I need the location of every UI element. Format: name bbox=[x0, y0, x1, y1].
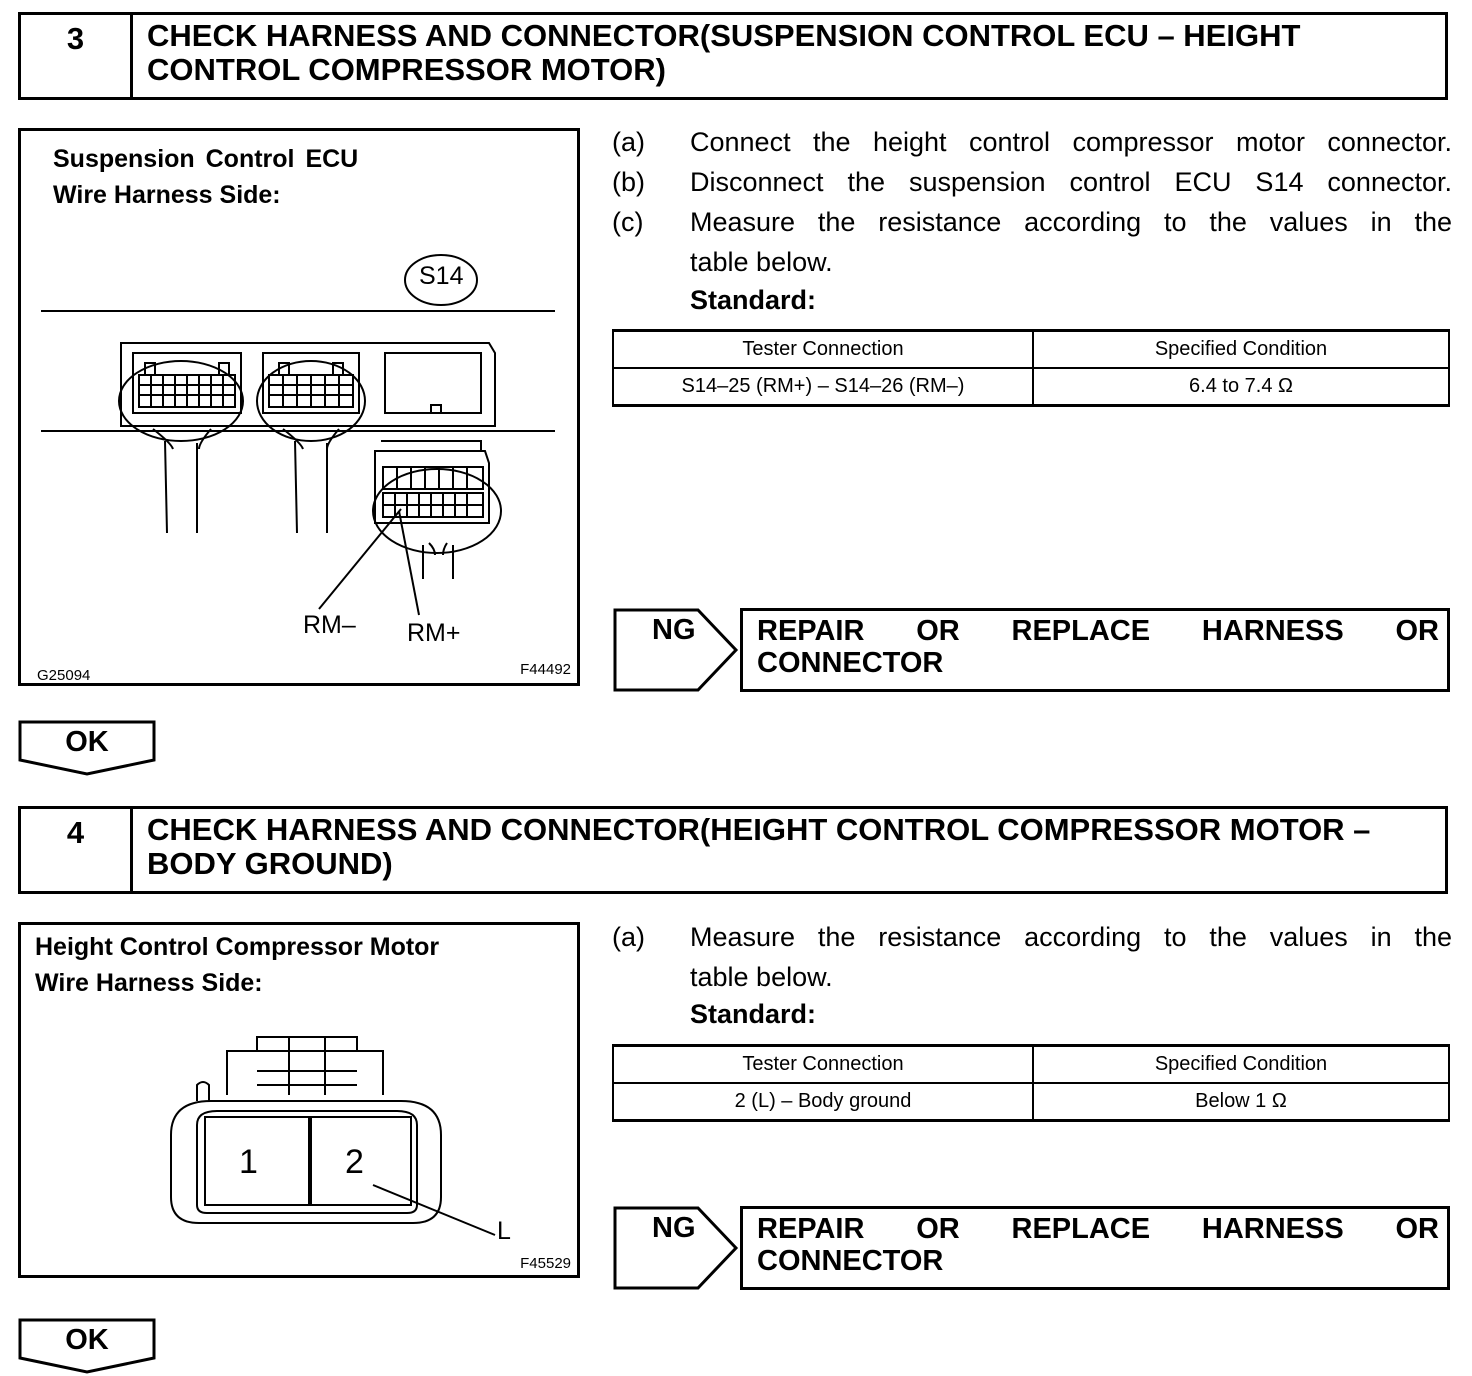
ng-action-box bbox=[740, 608, 1450, 692]
pin-1-label: 1 bbox=[239, 1143, 258, 1181]
ecu-connector-drawing bbox=[21, 131, 577, 683]
instruction-letter: (a) bbox=[612, 127, 645, 157]
ng-action-box bbox=[740, 1206, 1450, 1290]
table-cell: Below 1 Ω bbox=[1033, 1083, 1449, 1121]
step-title: CHECK HARNESS AND CONNECTOR(HEIGHT CONTROL COMPRESSOR MOTOR – BODY GROUND) bbox=[147, 812, 1371, 881]
table-header: Tester Connection bbox=[613, 331, 1033, 369]
step-3-instructions bbox=[612, 122, 1452, 302]
ng-result bbox=[612, 1206, 1452, 1290]
callout-rm-plus: RM+ bbox=[407, 619, 461, 647]
motor-connector-figure bbox=[18, 922, 580, 1278]
pin-2-label: 2 bbox=[345, 1143, 364, 1181]
figure-label-line2: Wire Harness Side: bbox=[35, 969, 263, 997]
table-header: Tester Connection bbox=[613, 1046, 1033, 1084]
instruction-text: Disconnect the suspension control ECU S14 connector. bbox=[690, 167, 1452, 197]
table-header: Specified Condition bbox=[1033, 331, 1449, 369]
callout-rm-minus: RM– bbox=[303, 611, 356, 639]
instruction-letter: (c) bbox=[612, 207, 644, 237]
step-number: 3 bbox=[21, 15, 133, 97]
ok-result bbox=[18, 1318, 156, 1374]
instruction-letter: (a) bbox=[612, 922, 645, 952]
step-4-instructions bbox=[612, 917, 1452, 997]
step-3-header bbox=[18, 12, 1448, 100]
figure-code-right: F45529 bbox=[520, 1255, 571, 1272]
figure-code-left: G25094 bbox=[37, 667, 91, 684]
step-title: CHECK HARNESS AND CONNECTOR(SUSPENSION CONTROL ECU – HEIGHT CONTROL COMPRESSOR MOTOR) bbox=[147, 18, 1301, 87]
spec-table bbox=[612, 1044, 1450, 1122]
instruction-text: Measure the resistance according to the values in the bbox=[690, 922, 1452, 952]
ng-label: NG bbox=[652, 614, 696, 646]
table-cell: S14–25 (RM+) – S14–26 (RM–) bbox=[613, 368, 1033, 406]
instruction-text: Connect the height control compressor motor connector. bbox=[690, 127, 1452, 157]
ng-action-line2: CONNECTOR bbox=[757, 647, 944, 679]
motor-connector-drawing bbox=[21, 925, 577, 1275]
table-cell: 2 (L) – Body ground bbox=[613, 1083, 1033, 1121]
ng-result bbox=[612, 608, 1452, 692]
callout-l: L bbox=[497, 1217, 511, 1245]
ng-action-line2: CONNECTOR bbox=[757, 1245, 944, 1277]
figure-label-line1: Height Control Compressor Motor bbox=[35, 933, 440, 961]
table-cell: 6.4 to 7.4 Ω bbox=[1033, 368, 1449, 406]
instruction-text: Measure the resistance according to the values in the bbox=[690, 207, 1452, 237]
ng-label: NG bbox=[652, 1212, 696, 1244]
ok-result bbox=[18, 720, 156, 776]
ng-action-line1: REPAIR OR REPLACE HARNESS OR bbox=[757, 615, 1439, 647]
figure-label-line2: Wire Harness Side: bbox=[53, 181, 281, 209]
ng-action-line1: REPAIR OR REPLACE HARNESS OR bbox=[757, 1213, 1439, 1245]
ok-label: OK bbox=[65, 1324, 109, 1356]
table-header: Specified Condition bbox=[1033, 1046, 1449, 1084]
instruction-text: table below. bbox=[690, 247, 833, 277]
ecu-connector-figure bbox=[18, 128, 580, 686]
figure-code-right: F44492 bbox=[520, 661, 571, 678]
step-4-header bbox=[18, 806, 1448, 894]
instruction-text: table below. bbox=[690, 962, 833, 992]
standard-label: Standard: bbox=[690, 999, 817, 1029]
ok-label: OK bbox=[65, 726, 109, 758]
connector-id-label: S14 bbox=[419, 262, 464, 290]
spec-table bbox=[612, 329, 1450, 407]
figure-label-line1: Suspension Control ECU bbox=[53, 145, 359, 173]
instruction-letter: (b) bbox=[612, 167, 645, 197]
standard-label: Standard: bbox=[690, 285, 817, 315]
step-number: 4 bbox=[21, 809, 133, 891]
